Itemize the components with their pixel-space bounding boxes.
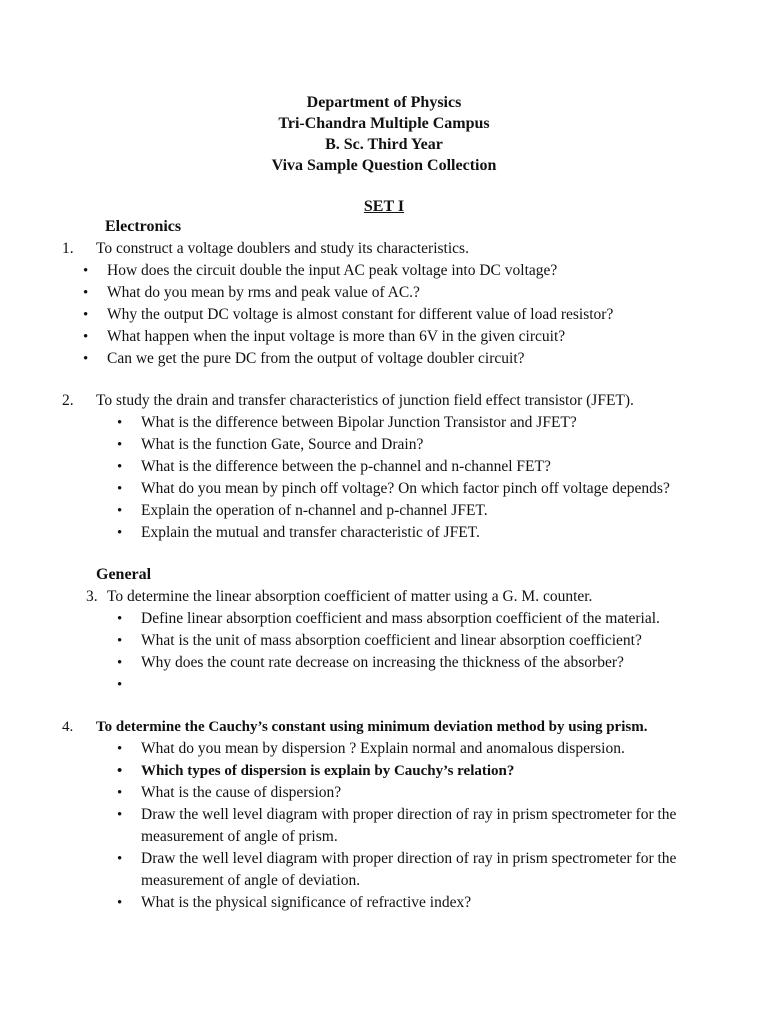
experiment-title-text: To construct a voltage doublers and study its characteristics. <box>96 240 469 257</box>
experiment-title-text: To determine the linear absorption coefficient of matter using a G. M. counter. <box>107 588 593 605</box>
question-item: • What is the difference between Bipolar Junction Transistor and JFET? <box>141 412 699 434</box>
document-title: Viva Sample Question Collection <box>271 157 497 174</box>
question-item: • Explain the operation of n-channel and p-channel JFET. <box>141 500 699 522</box>
experiment-1-title <box>62 238 469 260</box>
question-item-empty <box>141 674 699 696</box>
question-item: • Why does the count rate decrease on increasing the thickness of the absorber? <box>141 652 699 674</box>
experiment-1-questions <box>107 260 707 370</box>
question-item: • What is the cause of dispersion? <box>141 782 701 804</box>
experiment-title-text: To determine the Cauchy’s constant using minimum deviation method by using prism. <box>96 719 648 735</box>
experiment-3-title <box>86 586 592 608</box>
set-title <box>0 196 768 218</box>
question-item: • Define linear absorption coefficient and mass absorption coefficient of the material. <box>141 608 699 630</box>
experiment-2-questions <box>141 412 699 544</box>
question-item: • Why the output DC voltage is almost constant for different value of load resistor? <box>107 304 707 326</box>
experiment-number: 1. <box>62 240 74 257</box>
question-item: • What is the difference between the p-channel and n-channel FET? <box>141 456 699 478</box>
question-item: • What do you mean by dispersion ? Explain normal and anomalous dispersion. <box>141 738 701 760</box>
experiment-4-questions <box>141 738 701 914</box>
section-heading-general: General <box>96 566 152 583</box>
question-item: • What happen when the input voltage is more than 6V in the given circuit? <box>107 326 707 348</box>
experiment-2-title <box>62 390 634 412</box>
question-item: • Draw the well level diagram with proper direction of ray in prism spectrometer for the measurement of angle of deviation. <box>141 848 701 892</box>
question-item: • What do you mean by pinch off voltage? On which factor pinch off voltage depends? <box>141 478 699 500</box>
question-item: • What is the function Gate, Source and Drain? <box>141 434 699 456</box>
experiment-3-questions <box>141 608 699 696</box>
set-title-text: SET I <box>363 198 405 215</box>
experiment-4-title <box>62 716 647 738</box>
experiment-title-text: To study the drain and transfer characteristics of junction field effect transistor (JFET). <box>96 392 634 409</box>
campus-name: Tri-Chandra Multiple Campus <box>278 115 490 132</box>
question-item: • Can we get the pure DC from the output of voltage doubler circuit? <box>107 348 707 370</box>
question-item: • Which types of dispersion is explain by Cauchy’s relation? <box>141 760 701 782</box>
experiment-number: 4. <box>62 719 74 735</box>
question-item: • What is the physical significance of refractive index? <box>141 892 701 914</box>
document-header <box>0 92 768 176</box>
question-item: • What do you mean by rms and peak value of AC.? <box>107 282 707 304</box>
question-item: • How does the circuit double the input AC peak voltage into DC voltage? <box>107 260 707 282</box>
course-year: B. Sc. Third Year <box>325 136 443 153</box>
experiment-number: 3. <box>86 588 98 605</box>
section-heading-electronics: Electronics <box>105 218 182 235</box>
experiment-number: 2. <box>62 392 74 409</box>
department-name: Department of Physics <box>306 94 462 111</box>
question-item: • What is the unit of mass absorption coefficient and linear absorption coefficient? <box>141 630 699 652</box>
question-item: • Draw the well level diagram with proper direction of ray in prism spectrometer for the measurement of angle of prism. <box>141 804 701 848</box>
question-item: • Explain the mutual and transfer characteristic of JFET. <box>141 522 699 544</box>
